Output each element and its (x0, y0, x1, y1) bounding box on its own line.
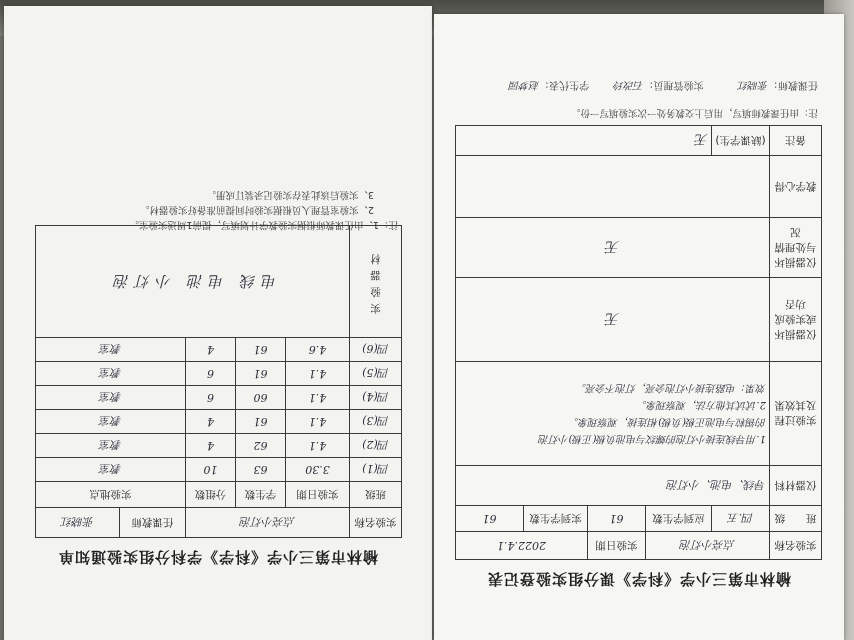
notice-equipment-row (35, 226, 401, 338)
table-row (35, 434, 401, 458)
cell-students: 60 (236, 386, 286, 410)
record-class-label: 班 级 (770, 506, 822, 532)
cell-class: 四(3) (350, 410, 402, 434)
record-row-damage (455, 218, 821, 278)
damage-value: 无 (455, 218, 769, 278)
cell-place: 教室 (35, 386, 185, 410)
cell-place: 教室 (35, 458, 185, 482)
col-students-header: 学生数 (236, 482, 286, 508)
equipment-value: 电线 电池 小灯泡 (35, 226, 349, 338)
note-line: 3、实验后该此表存实验记录装订成册。 (206, 189, 374, 200)
record-class-value: 四.五 (712, 506, 770, 532)
col-place-header: 实验地点 (35, 482, 185, 508)
cell-groups: 4 (185, 434, 235, 458)
cell-groups: 6 (185, 386, 235, 410)
actual-students-value: 61 (455, 506, 523, 532)
cell-students: 61 (236, 410, 286, 434)
col-date-header: 实验日期 (286, 482, 350, 508)
record-date-value: 2022.4.1 (455, 532, 587, 560)
notice-notes (38, 187, 398, 232)
teacher-sign-label: 任课教师： (768, 79, 818, 90)
cell-date: 4.6 (286, 338, 350, 362)
record-name-label: 实验名称 (770, 532, 822, 560)
notice-header-row (35, 482, 401, 508)
teacher-value: 张晓红 (35, 508, 119, 538)
record-row-materials (455, 466, 821, 506)
equipment-label: 实验器材 (350, 226, 402, 338)
experiment-name-value: 点亮小灯泡 (185, 508, 349, 538)
cell-date: 4.1 (286, 434, 350, 458)
success-label: 仪器损坏或实验成功否 (770, 278, 822, 362)
admin-sign-label: 实验管理员： (643, 79, 704, 90)
cell-groups: 10 (185, 458, 235, 482)
notice-row-name (35, 508, 401, 538)
cell-class: 四(5) (350, 362, 402, 386)
notice-title: 榆林市第三小学《科学》学科分组实验通知单 (58, 548, 379, 566)
cell-place: 教室 (35, 362, 185, 386)
record-row-reflection (455, 156, 821, 218)
note-line: 注：1、由任课教师根据实验教学计划填写，提前1周送实验室。 (129, 219, 398, 230)
cell-date: 4.1 (286, 410, 350, 434)
cell-place: 教室 (35, 410, 185, 434)
note-line: 2、实验室管理人员根据实验时间提前准备好实验器材。 (139, 204, 374, 215)
cell-groups: 4 (185, 338, 235, 362)
record-row-class (455, 506, 821, 532)
table-row (35, 458, 401, 482)
cell-date: 4.1 (286, 362, 350, 386)
process-line: 1.用导线连接小灯泡的螺纹与电池负极(正极)小灯泡 (538, 433, 766, 445)
record-row-remarks (455, 126, 821, 156)
remarks-value: 无 (455, 126, 711, 156)
col-groups-header: 分组数 (185, 482, 235, 508)
record-name-value: 点亮小灯泡 (646, 532, 770, 560)
cell-class: 四(2) (350, 434, 402, 458)
record-title: 榆林市第三小学《科学》课分组实验登记表 (487, 570, 792, 588)
cell-class: 四(6) (350, 338, 402, 362)
success-value: 无 (455, 278, 769, 362)
process-label: 实验过程及其效果 (770, 362, 822, 466)
cell-students: 63 (236, 458, 286, 482)
actual-students-label: 实到学生数 (524, 506, 588, 532)
damage-label: 仪器损坏与处理情况 (770, 218, 822, 278)
teacher-sign-value: 张晓红 (738, 79, 768, 90)
teacher-label: 任课教师 (119, 508, 185, 538)
reflection-label: 教学心得 (770, 156, 822, 218)
experiment-name-label: 实验名称 (350, 508, 402, 538)
table-row (35, 338, 401, 362)
process-value (455, 362, 769, 466)
cell-place: 教室 (35, 338, 185, 362)
reflection-value (455, 156, 769, 218)
cell-students: 61 (236, 338, 286, 362)
admin-sign-value: 石改玲 (613, 79, 644, 90)
expected-students-label: 应到学生数 (646, 506, 712, 532)
expected-students-value: 61 (588, 506, 646, 532)
process-line: 的锡粒与电池正极(负极)相连接，观察现象。 (568, 416, 766, 428)
process-line: 2.试试其他方法，观察现象。 (636, 399, 766, 411)
cell-groups: 4 (185, 410, 235, 434)
cell-students: 61 (236, 362, 286, 386)
record-row-name (455, 532, 821, 560)
col-class-header: 班级 (350, 482, 402, 508)
student-sign-value: 赵梦园 (509, 79, 540, 90)
remarks-sub-label: (缺课学生) (712, 126, 770, 156)
record-date-label: 实验日期 (588, 532, 646, 560)
record-table (455, 125, 822, 560)
materials-value: 导线、电池、小灯泡 (455, 466, 769, 506)
student-sign-label: 学生代表： (539, 79, 590, 90)
cell-date: 4.1 (286, 386, 350, 410)
record-note: 注：由任课教师填写，用后上交教务处一次实验填写一份。 (570, 107, 818, 118)
notice-table (35, 225, 402, 538)
record-sheet (434, 14, 844, 640)
cell-place: 教室 (35, 434, 185, 458)
cell-class: 四(4) (350, 386, 402, 410)
record-row-process (455, 362, 821, 466)
notice-sheet (4, 6, 432, 640)
process-line: 效果：电路连接小灯泡会亮，灯泡不会亮。 (576, 382, 766, 394)
signature-row (509, 79, 818, 94)
materials-label: 仪器材料 (770, 466, 822, 506)
table-row (35, 386, 401, 410)
cell-groups: 6 (185, 362, 235, 386)
remarks-label: 备注 (770, 126, 822, 156)
cell-date: 3.30 (286, 458, 350, 482)
record-row-success (455, 278, 821, 362)
table-row (35, 410, 401, 434)
table-row (35, 362, 401, 386)
cell-students: 62 (236, 434, 286, 458)
cell-class: 四(1) (350, 458, 402, 482)
